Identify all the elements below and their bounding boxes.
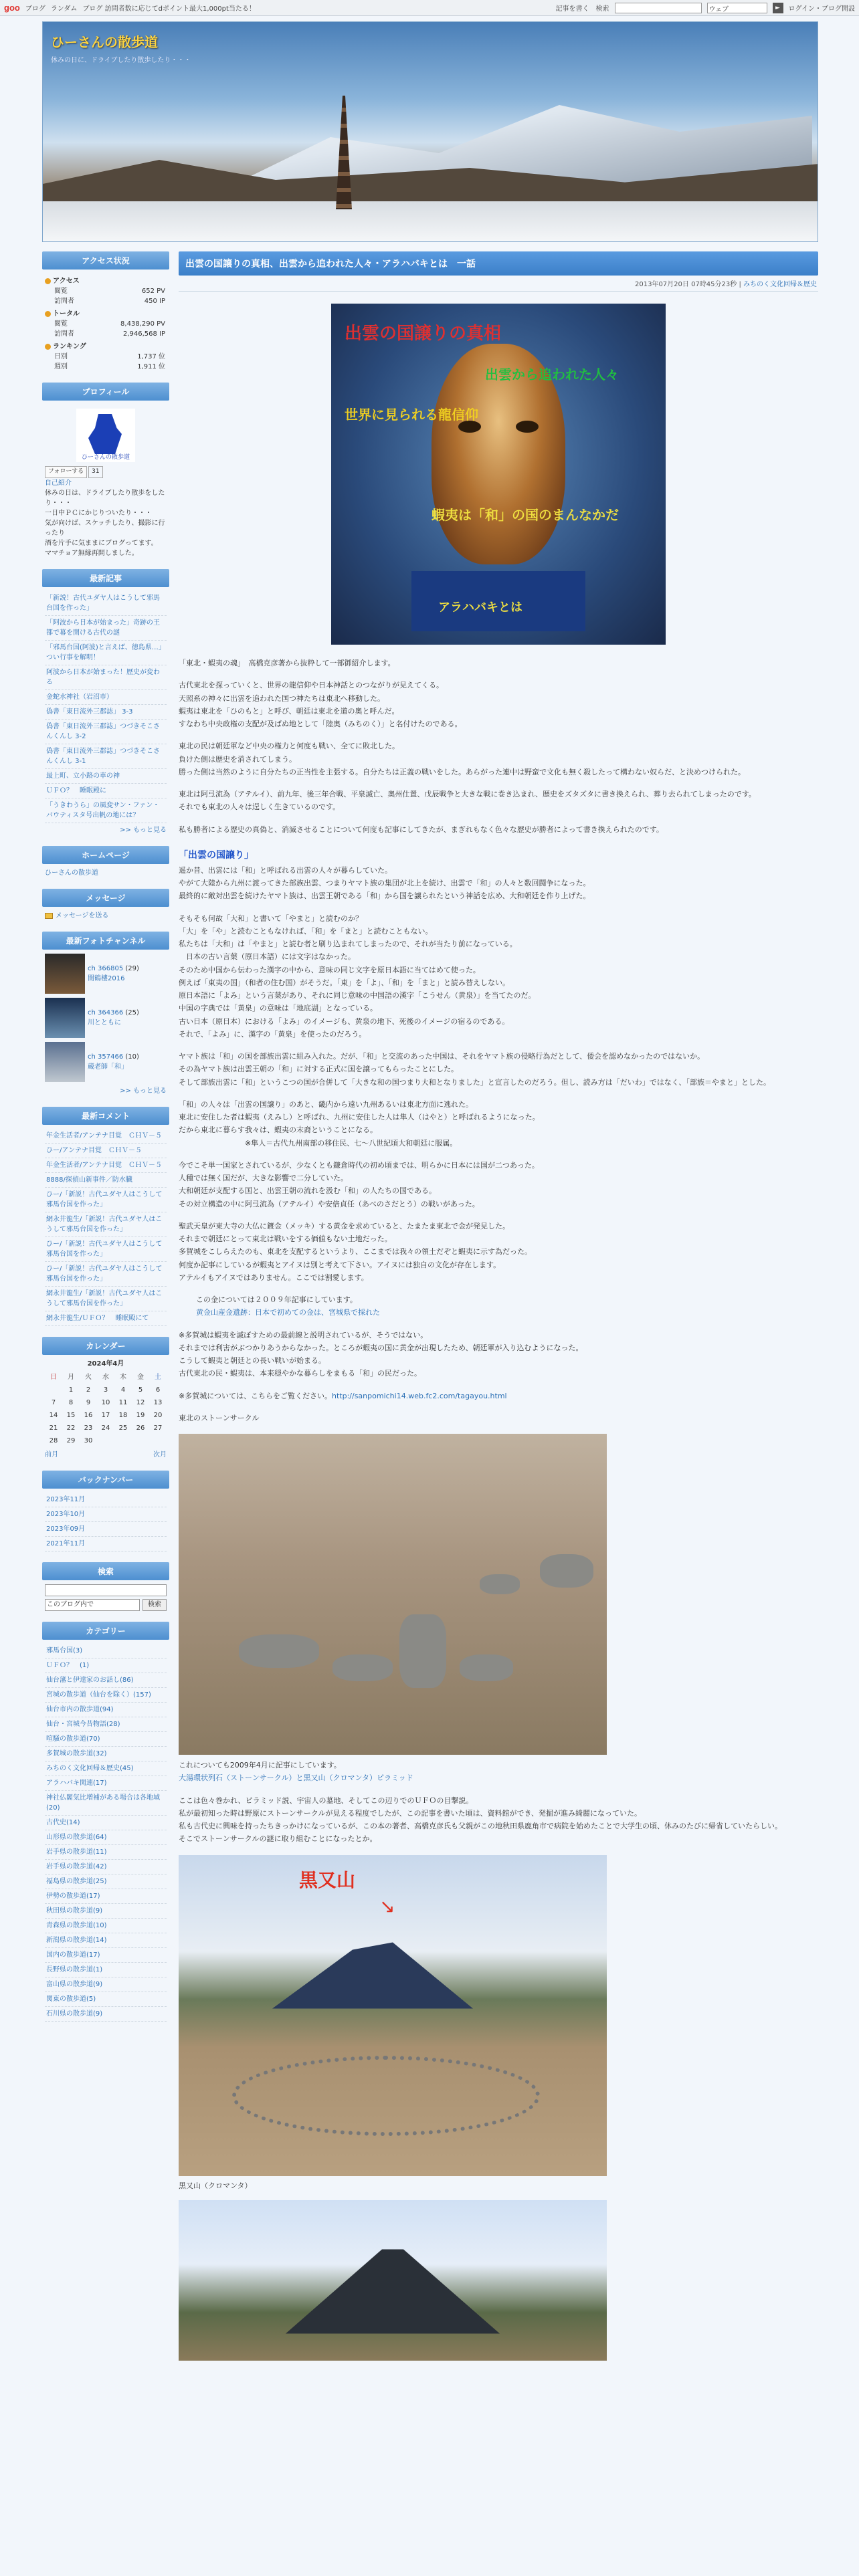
comment-link[interactable]: 網永井龍生/ＵＦＯ？ 睡眠殿にて [45,1311,167,1326]
post-paragraph: ここは色々巻かれ、ピラミッド説、宇宙人の墓地、そしてこの辺りでのＵＦＯの目撃説。 私が最初知った時は野原にストーンサークルが見える程度でしたが、この記事を書いた頃は、資料館ができ、発掘が進み綺麗になっていた。 私も古代史に興味を持ったちきっかけになっているが、この本の著者、高橋克彦氏も父親がこの地秋田県鹿角市で病院を始めたことで大学生の頃、休みのたびに帰省していたらしい。 そこでストーンサークルの謎に取り組むことになったとか。 [179,1796,782,1844]
photo-thumbnail[interactable] [45,998,85,1038]
category-link[interactable]: 仙台・宮城今昔物語(28) [45,1717,167,1732]
profile-avatar[interactable] [76,409,135,462]
mountain-photo[interactable] [179,2200,607,2361]
homepage-box [42,846,169,882]
kuromata-photo[interactable] [179,1855,607,2176]
article-link[interactable]: 大湯環状列石（ストーンサークル）と黒又山（クロマンタ）ピラミッド [179,1774,413,1783]
profile-text: 休みの日は、ドライブしたり散歩をしたり・・・ 一日中ＰＣにかじりついたり・・・ 気が向けば、スケッチしたり、撮影に行ったり 酒を片手に気ままにブログってます。 ママチョア無縁再開しました。 [45,489,165,557]
category-link[interactable]: 石川県の散歩道(9) [45,2007,167,2022]
calendar-day[interactable]: 18 [118,1411,128,1419]
post-paragraph: 古代東北を探っていくと、世界の龍信仰や日本神話とのつながりが見えてくる。 天照系の神々に出雲を追われた国つ神たちは東北へ移動した。 蝦夷は東北を「ひのもと」と呼び、朝廷は東北を道の奥と呼んだ。 すなわち中央政権の支配が及ばぬ地として「陸奥（みちのく）」と名付けたのである。 [179,681,462,728]
comment-link[interactable]: ひー/「新説！古代ユダヤ人はこうして邪馬台国を作った」 [45,1188,167,1212]
access-heading: アクセス状況 [42,251,169,270]
photo-channel-item[interactable] [45,998,167,1038]
categories-box [42,1622,169,2026]
section-heading: 「出雲の国譲り」 [179,849,254,861]
backnumber-box [42,1471,169,1555]
search-heading: 検索 [42,1562,169,1580]
category-link[interactable]: 秋田県の散歩道(9) [45,1904,167,1919]
channel-title[interactable]: 闇鶴樓2016 [88,974,125,982]
calendar-day[interactable]: 16 [84,1411,93,1419]
calendar-weekday: 火 [85,1373,92,1381]
calendar-day[interactable]: 6 [155,1386,161,1394]
stone-shape [332,1654,393,1681]
comment-link[interactable]: 網永井龍生/「新説！古代ユダヤ人はこうして邪馬台国を作った」 [45,1212,167,1237]
category-link[interactable]: 仙台市内の散歩道(94) [45,1703,167,1717]
post-paragraph: ※多賀城については、こちらをご覧ください。http://sanpomichi14.web.fc2.com/tagayou.html [179,1391,507,1400]
backnumber-link[interactable]: 2023年11月 [45,1493,167,1507]
calendar-heading: カレンダー [42,1337,169,1355]
recent-comments-box [42,1107,169,1330]
calendar-day[interactable]: 15 [66,1411,76,1419]
calendar-weekday: 土 [155,1373,161,1381]
category-link[interactable]: 岩手県の散歩道(11) [45,1845,167,1860]
calendar-day[interactable]: 12 [136,1398,145,1406]
category-link[interactable]: 山形県の散歩道(64) [45,1830,167,1845]
recent-post-link[interactable]: ＵＦＯ？ 睡眠殿に [45,784,167,798]
calendar-day[interactable]: 27 [153,1424,163,1432]
post-date: 2013年07月20日 07時45分23秒 [635,281,737,288]
photo-caption: 黒又山（クロマンタ） [179,2181,252,2190]
topbar-link-blog[interactable]: ブログ [25,5,45,13]
photo-label: 黒又山 [299,1868,356,1891]
post-paragraph: そもそも何故「大和」と書いて「やまと」と読むのか？ 「大」を「や」と読むこともなければ、「和」を「まと」と読むこともない。 私たちは「大和」は「やまと」と読む者と刷り込まれてしまったので、それが当たり前になっている。 日本の古い言葉（原日本語）には文字はなかった。 そのため中国から伝わった漢字の中から、意味の同じ文字を原日本語に当てはめて使った。 例えば「東夷の国」（和者の住む国）がそうだ。「東」を「よ」、「和」を「まと」と読み替えしない。 原日本語に「よみ」という言葉があり、それに同じ意味の中国語の漢字「こうせん（黄泉）」を当てたのだ。 中国の字典では「黄泉」の意味は「地底湖」となっている。 古い日本（原日本）における「よみ」のイメージも、黄泉の地下、死後のイメージの宿るのである。 それで、「よみ」に、漢字の「黄泉」を使ったのだろう。 [179,914,536,1039]
access-icon [45,278,51,284]
category-link[interactable]: 多賀城の散歩道(32) [45,1747,167,1761]
recent-comments-heading: 最新コメント [42,1107,169,1125]
calendar-day[interactable]: 7 [51,1398,56,1406]
category-link[interactable]: みちのく文化回帰＆歴史(45) [45,1761,167,1776]
mail-icon [45,913,53,919]
post-paragraph: 今でこそ単一国家とされているが、少なくとも鎌倉時代の初め頃までは、明らかに日本には国が二つあった。 人種では無く国だが、大きな影響で二分していた。 大和朝廷が支配する国と、出雲王朝の流れを汲む「和」の人たちの国である。 その対立構造の中に阿弖流為（アテルイ）や安倍貞任（あべのさだとう）の戦いがあった。 [179,1160,539,1208]
avatar-figure [88,414,122,454]
channel-count: (25) [125,1008,139,1016]
calendar-day[interactable]: 11 [118,1398,128,1406]
calendar-weekday: 金 [137,1373,144,1381]
calendar-week [45,1422,167,1434]
calendar-box [42,1337,169,1464]
photo-channel-item[interactable] [45,954,167,994]
recent-post-link[interactable]: 最上町、立小路の車の神 [45,769,167,784]
calendar-month: 2024年4月 [87,1360,124,1368]
calendar-day[interactable]: 20 [153,1411,163,1419]
stone-shape [540,1554,593,1588]
calendar-weekday: 木 [120,1373,126,1381]
section-label: 東北のストーンサークル [179,1413,260,1422]
calendar-day [97,1434,114,1447]
channel-title[interactable]: 蔵老師「和」 [88,1063,128,1071]
post-intro: 「東北・蝦夷の魂」 高橋克彦著から抜粋して一部御紹介します。 [179,659,395,667]
channel-count: (10) [125,1053,139,1061]
recent-posts-heading: 最新記事 [42,569,169,587]
blog-header [42,21,818,242]
access-total-label: トータル [45,309,167,319]
post-paragraph: ※多賀城は蝦夷を滅ぼすための最前線と説明されているが、そうではない。 それまでは利害がぶつかりあうからなかった。ところが蝦夷の国に黄金が出現したため、朝廷軍が入り込むようになった。 こうして蝦夷と朝廷との長い戦いが始まる。 古代東北の民・蝦夷は、本来穏やかな暮らしをまもる「和」の民だった。 [179,1330,583,1378]
stone-circle-photo[interactable] [179,1434,607,1755]
photo-thumbnail[interactable] [45,954,85,994]
category-link[interactable]: 富山県の散歩道(9) [45,1977,167,1992]
follow-button[interactable]: フォローする [45,466,87,478]
backnumber-link[interactable]: 2021年11月 [45,1537,167,1551]
external-link[interactable]: http://sanpomichi14.web.fc2.com/tagayou.html [332,1391,507,1400]
recent-post-link[interactable]: 偽書「東日流外三郡誌」つづきそこさんくんし 3-2 [45,720,167,744]
post-paragraph: 聖武天皇が東大寺の大仏に鍍金（メッキ）する黄金を求めていると、たまたま東北で金が発見した。 それまで朝廷にとって東北は戦いをする価値もない土地だった。 多賀城をこしらえたのも、東北を支配するというより、ここまでは我々の領土だぞと蝦夷に示す為だった。 何度か記事にしているが蝦夷とアイヌは別と考えて下さい。アイヌには独自の文化が存在します。 アテルイもアイヌではありません。ここでは割愛します。 [179,1221,532,1282]
arrow-down-icon: ↘ [379,1895,395,1917]
topbar-promo[interactable]: ブログ 訪問者数に応じてdポイント最大1,000pt当たる！ [82,5,256,13]
category-link[interactable]: 宮城の散歩道（仙台を除く）(157) [45,1688,167,1703]
photo-peak [286,2240,500,2334]
blog-search-button[interactable]: 検索 [142,1599,167,1611]
channel-title[interactable]: 川とともに [88,1018,121,1027]
access-today-views: 閲覧 652 PV [54,288,165,295]
calendar-day[interactable]: 22 [66,1424,76,1432]
post-meta: 2013年07月20日 07時45分23秒 | みちのく文化回帰＆歴史 [179,276,818,292]
ranking-icon [45,344,51,350]
categories-heading: カテゴリー [42,1622,169,1640]
category-link[interactable]: 岩手県の散歩道(42) [45,1860,167,1874]
hero-image [331,304,666,645]
photo-channel-more[interactable]: >> もっと見る [120,1087,167,1095]
blog-subtitle: 休みの日に、ドライブしたり散歩したり・・・ [51,57,191,64]
calendar-day[interactable]: 30 [84,1436,93,1444]
access-total-views: 閲覧 8,438,290 PV [54,320,165,328]
category-link[interactable]: 国内の散歩道(17) [45,1948,167,1963]
calendar-week [45,1409,167,1422]
calendar-day [45,1384,62,1396]
photo-channel-item[interactable] [45,1042,167,1082]
blog-search-input[interactable] [45,1584,167,1596]
recent-post-link[interactable]: 偽書「東日流外三郡誌」 3-3 [45,705,167,720]
post-category-link[interactable]: みちのく文化回帰＆歴史 [743,281,817,288]
post-paragraph: 東北の民は朝廷軍など中央の権力と何度も戦い、全てに敗北した。 負けた側は歴史を消されてしまう。 勝った側は当然のように自分たちの正当性を主張する。自分たちは正義の戦いをした。あらがった連中は野蛮で文化も無く殺したって構わない奴らだ、と決めつけられた。 [179,742,745,776]
access-weekly-rank: 週別 1,911 位 [54,363,165,370]
calendar-day[interactable]: 3 [103,1386,108,1394]
calendar-week [45,1384,167,1396]
topbar-link-random[interactable]: ランダム [50,5,78,13]
calendar-day[interactable]: 1 [68,1386,74,1394]
backnumber-link[interactable]: 2023年10月 [45,1507,167,1522]
calendar-day [149,1434,167,1447]
recent-post-link[interactable]: 阿波から日本が始まった！歴史が変わる [45,665,167,690]
comment-link[interactable]: 年金生活者/アンテナ目覚 ＣＨＶ－５ [45,1129,167,1144]
category-link[interactable]: 長野県の散歩道(1) [45,1963,167,1977]
post-paragraph: 私も勝者による歴史の真偽と、消滅させることについて何度も記事にしてきたが、まぎれもなく色々な歴史が勝者によって書き換えられたのです。 [179,825,664,834]
channel-id[interactable]: ch 357466 [88,1053,124,1061]
goo-topbar [0,0,859,16]
calendar-day[interactable]: 26 [136,1424,145,1432]
calendar-week [45,1396,167,1409]
stone-shape [460,1654,513,1681]
post-paragraph: 遥か昔、出雲には「和」と呼ばれる出雲の人々が暮らしていた。 やがて大陸から九州に渡ってきた部族出雲、つまりヤマト族の集団が北上を続け、出雲で「和」の人々と数回闘争になった。 最終的に敵対出雲を続けたヤマト族は、出雲王朝である「和」から国を譲られたという神話を広め、大和朝廷を作り上げた。 [179,865,591,901]
recent-post-link[interactable]: 偽書「東日流外三郡誌」つづきそこさんくんし 3-1 [45,744,167,769]
search-box [42,1562,169,1615]
main-content [179,251,818,2365]
topbar-login[interactable]: ログイン・ブログ開設 [788,5,855,13]
post-paragraph: 東北は阿弖流為（アテルイ）、前九年、後三年合戦、平泉滅亡、奥州仕置、戊辰戦争と大きな戦に巻き込まれ、歴史をズタズタに書き換えられ、葬り去られてしまったのです。 それでも東北の人々は逞しく生きているのです。 [179,790,756,812]
profile-heading: プロフィール [42,383,169,401]
message-box [42,889,169,925]
category-link[interactable]: 福島県の散歩道(25) [45,1874,167,1889]
hero-text-2: 出雲から追われた人々 [485,366,619,383]
calendar-day[interactable]: 29 [66,1436,76,1444]
blog-title[interactable]: ひーさんの散歩道 [51,34,158,50]
search-icon[interactable]: ► [773,3,783,13]
message-heading: メッセージ [42,889,169,907]
calendar-day[interactable]: 5 [138,1386,143,1394]
calendar-weekday: 日 [50,1373,57,1381]
stone-shape [480,1574,520,1594]
topbar-write-search[interactable]: 記事を書く 検索 [555,5,609,13]
profile-box [42,383,169,562]
sidebar [42,251,169,2365]
hero-text-4: 蝦夷は「和」の国のまんなかだ [432,507,619,523]
follow-count: 31 [88,466,102,478]
page-wrapper [42,21,818,2365]
calendar-day[interactable]: 23 [84,1424,93,1432]
backnumber-link[interactable]: 2023年09月 [45,1522,167,1537]
calendar-day[interactable]: 14 [49,1411,58,1419]
comment-link[interactable]: ひー/「新説！古代ユダヤ人はこうして邪馬台国を作った」 [45,1237,167,1262]
access-today-visitors: 訪問者 450 IP [54,298,165,305]
calendar-day [114,1434,132,1447]
calendar-day[interactable]: 25 [118,1424,128,1432]
recent-posts-box [42,569,169,839]
homepage-link[interactable]: ひーさんの散歩道 [45,869,98,877]
recent-post-link[interactable]: 金蛇水神社（岩沼市） [45,690,167,705]
category-link[interactable]: 神社仏閣気比増補がある場合は各地域(20) [45,1791,167,1816]
channel-count: (29) [125,964,139,972]
calendar-day[interactable]: 9 [86,1398,91,1406]
backnumber-heading: バックナンバー [42,1471,169,1489]
access-rank-label: ランキング [45,342,167,352]
calendar-day[interactable]: 28 [49,1436,58,1444]
category-link[interactable]: 伊勢の散歩道(17) [45,1889,167,1904]
hero-mask-eye [516,421,539,433]
post-title[interactable]: 出雲の国譲りの真相、出雲から追われた人々・アラハバキとは 一話 [179,251,818,276]
profile-intro-link[interactable]: 自己紹介 [45,479,72,487]
goo-logo[interactable]: goo [4,3,20,13]
total-icon [45,311,51,317]
category-link[interactable]: 仙台藩と伊達家のお話し(86) [45,1673,167,1688]
calendar-prev[interactable]: 前月 [45,1451,58,1459]
category-link[interactable]: ＵＦＯ？ (1) [45,1658,167,1673]
comment-link[interactable]: 8888/探偵山新事件／防水臓 [45,1173,167,1188]
stone-shape [239,1634,319,1668]
channel-id[interactable]: ch 366805 [88,964,124,972]
category-link[interactable]: 喧騒の散歩道(70) [45,1732,167,1747]
calendar-day[interactable]: 21 [49,1424,58,1432]
category-link[interactable]: 青森県の散歩道(10) [45,1919,167,1933]
comment-link[interactable]: 年金生活者/アンテナ目覚 ＣＨＶ－５ [45,1158,167,1173]
access-total-visitors: 訪問者 2,946,568 IP [54,330,165,338]
message-link[interactable]: メッセージを送る [45,911,167,921]
avatar-caption: ひーさんの散歩道 [81,453,130,461]
header-snowfield [43,201,818,241]
access-today-label: アクセス [45,276,167,286]
calendar-day[interactable]: 4 [120,1386,126,1394]
category-link[interactable]: 古代史(14) [45,1816,167,1830]
calendar-day[interactable]: 13 [153,1398,163,1406]
hero-text-3: 世界に見られる龍信仰 [345,407,478,423]
calendar-day[interactable]: 10 [101,1398,110,1406]
stone-shape [399,1614,446,1688]
category-link[interactable]: 邪馬台国(3) [45,1644,167,1658]
access-box [42,251,169,376]
post-paragraph: ヤマト族は「和」の国を部族出雲に組み入れた。だが、「和」と交流のあった中国は、それをヤマト族の侵略行為だとして、倭会を認めなかったのではないか。 その為ヤマト族は出雲王朝の「和」に対する正式に国を譲ってもらったことにした。 そして部族出雲に「和」というこつの国が合併して「大きな和の国つまり大和となりました」と宣言したのだろう。但し、読み方は「だいわ」ではなく、「部族＝やまと」とした。 [179,1052,771,1087]
calendar-week [45,1434,167,1447]
recent-post-link[interactable]: 「新説！古代ユダヤ人はこうして邪馬台国を作った」 [45,591,167,616]
homepage-heading: ホームページ [42,846,169,864]
hero-text-5: アラハバキとは [438,601,522,615]
recent-posts-more[interactable]: >> もっと見る [120,826,167,834]
comment-link[interactable]: ひー/「新説！古代ユダヤ人はこうして邪馬台国を作った」 [45,1262,167,1287]
post-paragraph: これについても2009年4月に記事にしています。 大湯環状列石（ストーンサークル）と黒又山（クロマンタ）ピラミッド [179,1761,413,1783]
calendar-day[interactable]: 2 [86,1386,91,1394]
channel-id[interactable]: ch 364366 [88,1008,124,1016]
recent-post-link[interactable]: 「阿波から日本が始まった」奇跡の王都で幕を開ける古代の謎 [45,616,167,641]
calendar-day[interactable]: 24 [101,1424,110,1432]
calendar-next[interactable]: 次月 [153,1451,167,1459]
category-link[interactable]: アラハバキ関連(17) [45,1776,167,1791]
calendar-day[interactable]: 19 [136,1411,145,1419]
calendar-day[interactable]: 17 [101,1411,110,1419]
topbar-search-target[interactable]: ウェブ [707,3,767,13]
comment-link[interactable]: ひー/アンテナ目覚 ＣＨＶ－５ [45,1144,167,1158]
recent-post-link[interactable]: 「邪馬台国(阿波)と言えば、徳島県…」つい行事を解明！ [45,641,167,665]
post-paragraph: 「和」の人々は「出雲の国譲り」のあと、畿内から遠い九州あるいは東北方面に逃れた。 東北に安住した者は蝦夷（えみし）と呼ばれ、九州に安住した人は隼人（はやと）と呼ばれるようになった。 だから東北に暮らす我々は、蝦夷の末裔ということになる。 ※隼人＝古代九州南部の移住民、七～八世紀頃大和朝廷に服属。 [179,1099,540,1148]
photo-channel-heading: 最新フォトチャンネル [42,932,169,950]
topbar-search-input[interactable] [615,3,702,13]
photo-thumbnail[interactable] [45,1042,85,1082]
category-link[interactable]: 新潟県の散歩道(14) [45,1933,167,1948]
calendar-day [132,1434,149,1447]
category-link[interactable]: 関東の散歩道(5) [45,1992,167,2007]
content-columns [42,251,818,2365]
calendar-table [45,1371,167,1447]
calendar-day[interactable]: 8 [68,1398,74,1406]
recent-post-link[interactable]: 「うきわうら」の風変サン・ファン・バウティスタ号出帆の地には？ [45,798,167,823]
hero-text-1: 出雲の国譲りの真相 [345,324,502,344]
photo-channel-box [42,932,169,1100]
calendar-weekday: 月 [68,1373,74,1381]
article-link[interactable]: 黄金山産金遺跡：日本で初めての金は、宮城県で採れた [196,1308,380,1317]
calendar-weekday: 水 [102,1373,109,1381]
blog-search-scope[interactable]: このブログ内で [45,1599,140,1611]
photo-mountain [272,1935,473,2009]
photo-stone-ring [232,2056,540,2136]
post-paragraph: この金については２００９年記事にしています。 黄金山産金遺跡：日本で初めての金は、宮城県で採れた [196,1295,380,1317]
comment-link[interactable]: 網永井龍生/「新説！古代ユダヤ人はこうして邪馬台国を作った」 [45,1287,167,1311]
access-daily-rank: 日別 1,737 位 [54,353,165,360]
